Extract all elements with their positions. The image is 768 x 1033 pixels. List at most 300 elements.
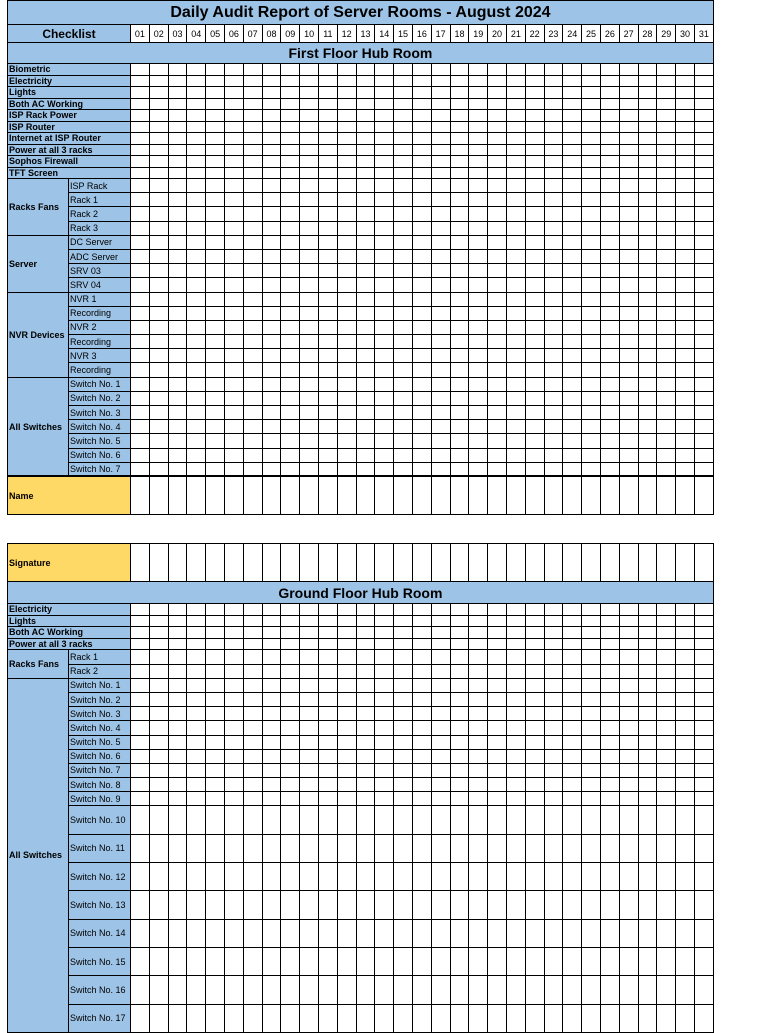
day-check-cell[interactable] (337, 863, 356, 891)
day-check-cell[interactable] (300, 735, 319, 749)
day-check-cell[interactable] (619, 420, 638, 434)
day-check-cell[interactable] (394, 707, 413, 721)
day-check-cell[interactable] (582, 947, 601, 975)
day-check-cell[interactable] (582, 406, 601, 420)
day-check-cell[interactable] (638, 98, 657, 110)
day-check-cell[interactable] (431, 692, 450, 706)
day-check-cell[interactable] (506, 462, 525, 476)
day-check-cell[interactable] (131, 306, 150, 320)
day-check-cell[interactable] (694, 434, 713, 448)
day-check-cell[interactable] (525, 891, 544, 919)
day-check-cell[interactable] (582, 778, 601, 792)
day-check-cell[interactable] (619, 278, 638, 292)
day-check-cell[interactable] (187, 891, 206, 919)
day-check-cell[interactable] (131, 179, 150, 193)
day-check-cell[interactable] (206, 806, 225, 834)
day-check-cell[interactable] (694, 735, 713, 749)
day-check-cell[interactable] (318, 863, 337, 891)
day-check-cell[interactable] (375, 778, 394, 792)
day-check-cell[interactable] (337, 420, 356, 434)
day-check-cell[interactable] (619, 87, 638, 99)
day-check-cell[interactable] (224, 306, 243, 320)
day-check-cell[interactable] (300, 306, 319, 320)
day-check-cell[interactable] (488, 627, 507, 639)
day-check-cell[interactable] (375, 64, 394, 76)
day-check-cell[interactable] (168, 335, 187, 349)
day-check-cell[interactable] (676, 167, 695, 179)
day-check-cell[interactable] (544, 278, 563, 292)
day-check-cell[interactable] (563, 834, 582, 862)
day-check-cell[interactable] (149, 615, 168, 627)
day-check-cell[interactable] (582, 806, 601, 834)
day-check-cell[interactable] (488, 976, 507, 1004)
day-check-cell[interactable] (638, 278, 657, 292)
day-check-cell[interactable] (619, 391, 638, 405)
day-check-cell[interactable] (638, 462, 657, 476)
day-check-cell[interactable] (694, 64, 713, 76)
day-check-cell[interactable] (149, 448, 168, 462)
day-check-cell[interactable] (356, 406, 375, 420)
day-check-cell[interactable] (469, 604, 488, 616)
day-check-cell[interactable] (412, 615, 431, 627)
day-check-cell[interactable] (619, 806, 638, 834)
day-check-cell[interactable] (563, 919, 582, 947)
day-check-cell[interactable] (375, 98, 394, 110)
day-check-cell[interactable] (262, 692, 281, 706)
day-check-cell[interactable] (488, 64, 507, 76)
day-check-cell[interactable] (318, 638, 337, 650)
day-check-cell[interactable] (431, 249, 450, 263)
day-check-cell[interactable] (657, 604, 676, 616)
day-check-cell[interactable] (657, 377, 676, 391)
day-check-cell[interactable] (488, 692, 507, 706)
day-check-cell[interactable] (638, 638, 657, 650)
day-check-cell[interactable] (187, 763, 206, 777)
day-check-cell[interactable] (187, 707, 206, 721)
day-check-cell[interactable] (469, 306, 488, 320)
day-check-cell[interactable] (225, 947, 244, 975)
day-check-cell[interactable] (676, 692, 695, 706)
day-check-cell[interactable] (356, 144, 375, 156)
day-check-cell[interactable] (657, 133, 676, 145)
day-check-cell[interactable] (488, 167, 507, 179)
day-check-cell[interactable] (412, 749, 431, 763)
day-check-cell[interactable] (488, 110, 507, 122)
day-check-cell[interactable] (394, 335, 413, 349)
day-check-cell[interactable] (694, 133, 713, 145)
day-check-cell[interactable] (525, 292, 544, 306)
day-check-cell[interactable] (676, 221, 695, 235)
day-check-cell[interactable] (206, 638, 225, 650)
day-check-cell[interactable] (149, 221, 168, 235)
day-check-cell[interactable] (469, 650, 488, 664)
day-check-cell[interactable] (488, 221, 507, 235)
day-check-cell[interactable] (657, 692, 676, 706)
day-check-cell[interactable] (318, 87, 337, 99)
day-check-cell[interactable] (206, 947, 225, 975)
signature-entry-cell[interactable] (356, 544, 375, 582)
day-check-cell[interactable] (206, 292, 225, 306)
day-check-cell[interactable] (243, 763, 262, 777)
day-check-cell[interactable] (582, 692, 601, 706)
day-check-cell[interactable] (224, 462, 243, 476)
day-check-cell[interactable] (582, 749, 601, 763)
day-check-cell[interactable] (337, 110, 356, 122)
day-check-cell[interactable] (131, 75, 150, 87)
day-check-cell[interactable] (582, 121, 601, 133)
day-check-cell[interactable] (450, 320, 469, 334)
day-check-cell[interactable] (544, 678, 563, 692)
day-check-cell[interactable] (394, 221, 413, 235)
day-check-cell[interactable] (600, 604, 619, 616)
day-check-cell[interactable] (394, 349, 413, 363)
day-check-cell[interactable] (544, 448, 563, 462)
day-check-cell[interactable] (262, 335, 281, 349)
day-check-cell[interactable] (318, 121, 337, 133)
day-check-cell[interactable] (168, 167, 187, 179)
day-check-cell[interactable] (300, 650, 319, 664)
day-check-cell[interactable] (281, 75, 300, 87)
day-check-cell[interactable] (356, 664, 375, 678)
day-check-cell[interactable] (525, 664, 544, 678)
day-check-cell[interactable] (657, 678, 676, 692)
day-check-cell[interactable] (506, 778, 525, 792)
day-check-cell[interactable] (243, 75, 262, 87)
day-check-cell[interactable] (375, 891, 394, 919)
day-check-cell[interactable] (187, 806, 206, 834)
day-check-cell[interactable] (676, 121, 695, 133)
day-check-cell[interactable] (149, 133, 168, 145)
day-check-cell[interactable] (375, 420, 394, 434)
day-check-cell[interactable] (619, 638, 638, 650)
day-check-cell[interactable] (225, 604, 244, 616)
day-check-cell[interactable] (187, 947, 206, 975)
day-check-cell[interactable] (619, 692, 638, 706)
day-check-cell[interactable] (356, 1004, 375, 1032)
day-check-cell[interactable] (281, 434, 300, 448)
day-check-cell[interactable] (600, 64, 619, 76)
day-check-cell[interactable] (168, 664, 187, 678)
day-check-cell[interactable] (337, 121, 356, 133)
day-check-cell[interactable] (225, 863, 244, 891)
day-check-cell[interactable] (149, 692, 168, 706)
day-check-cell[interactable] (619, 604, 638, 616)
day-check-cell[interactable] (525, 64, 544, 76)
day-check-cell[interactable] (318, 264, 337, 278)
day-check-cell[interactable] (394, 121, 413, 133)
day-check-cell[interactable] (694, 278, 713, 292)
day-check-cell[interactable] (694, 377, 713, 391)
day-check-cell[interactable] (544, 692, 563, 706)
day-check-cell[interactable] (488, 193, 507, 207)
day-check-cell[interactable] (187, 235, 206, 249)
day-check-cell[interactable] (375, 749, 394, 763)
day-check-cell[interactable] (544, 249, 563, 263)
day-check-cell[interactable] (149, 306, 168, 320)
day-check-cell[interactable] (300, 235, 319, 249)
day-check-cell[interactable] (676, 64, 695, 76)
name-entry-cell[interactable] (337, 476, 356, 514)
day-check-cell[interactable] (318, 75, 337, 87)
day-check-cell[interactable] (619, 834, 638, 862)
day-check-cell[interactable] (638, 264, 657, 278)
day-check-cell[interactable] (431, 75, 450, 87)
name-entry-cell[interactable] (412, 476, 431, 514)
day-check-cell[interactable] (187, 133, 206, 145)
day-check-cell[interactable] (243, 98, 262, 110)
day-check-cell[interactable] (262, 650, 281, 664)
day-check-cell[interactable] (318, 349, 337, 363)
day-check-cell[interactable] (525, 650, 544, 664)
day-check-cell[interactable] (281, 947, 300, 975)
day-check-cell[interactable] (262, 863, 281, 891)
day-check-cell[interactable] (337, 763, 356, 777)
day-check-cell[interactable] (619, 249, 638, 263)
day-check-cell[interactable] (356, 264, 375, 278)
day-check-cell[interactable] (375, 707, 394, 721)
day-check-cell[interactable] (394, 98, 413, 110)
day-check-cell[interactable] (469, 335, 488, 349)
day-check-cell[interactable] (619, 75, 638, 87)
day-check-cell[interactable] (525, 75, 544, 87)
day-check-cell[interactable] (337, 179, 356, 193)
day-check-cell[interactable] (657, 278, 676, 292)
day-check-cell[interactable] (168, 64, 187, 76)
day-check-cell[interactable] (168, 292, 187, 306)
day-check-cell[interactable] (525, 306, 544, 320)
day-check-cell[interactable] (149, 420, 168, 434)
day-check-cell[interactable] (469, 947, 488, 975)
day-check-cell[interactable] (356, 335, 375, 349)
day-check-cell[interactable] (168, 98, 187, 110)
day-check-cell[interactable] (168, 735, 187, 749)
day-check-cell[interactable] (676, 891, 695, 919)
day-check-cell[interactable] (600, 919, 619, 947)
day-check-cell[interactable] (281, 121, 300, 133)
day-check-cell[interactable] (450, 664, 469, 678)
day-check-cell[interactable] (431, 320, 450, 334)
day-check-cell[interactable] (412, 434, 431, 448)
day-check-cell[interactable] (676, 678, 695, 692)
day-check-cell[interactable] (225, 976, 244, 1004)
day-check-cell[interactable] (131, 87, 150, 99)
day-check-cell[interactable] (657, 349, 676, 363)
day-check-cell[interactable] (600, 863, 619, 891)
day-check-cell[interactable] (600, 947, 619, 975)
day-check-cell[interactable] (638, 863, 657, 891)
day-check-cell[interactable] (243, 144, 262, 156)
day-check-cell[interactable] (600, 792, 619, 806)
day-check-cell[interactable] (431, 179, 450, 193)
day-check-cell[interactable] (224, 98, 243, 110)
day-check-cell[interactable] (131, 834, 150, 862)
day-check-cell[interactable] (262, 806, 281, 834)
day-check-cell[interactable] (337, 604, 356, 616)
day-check-cell[interactable] (394, 763, 413, 777)
day-check-cell[interactable] (206, 650, 225, 664)
day-check-cell[interactable] (638, 919, 657, 947)
day-check-cell[interactable] (450, 278, 469, 292)
day-check-cell[interactable] (394, 604, 413, 616)
day-check-cell[interactable] (337, 462, 356, 476)
day-check-cell[interactable] (694, 391, 713, 405)
day-check-cell[interactable] (488, 462, 507, 476)
day-check-cell[interactable] (431, 462, 450, 476)
day-check-cell[interactable] (469, 75, 488, 87)
day-check-cell[interactable] (412, 264, 431, 278)
day-check-cell[interactable] (431, 363, 450, 377)
day-check-cell[interactable] (544, 377, 563, 391)
day-check-cell[interactable] (488, 156, 507, 168)
day-check-cell[interactable] (469, 349, 488, 363)
day-check-cell[interactable] (262, 249, 281, 263)
day-check-cell[interactable] (676, 448, 695, 462)
day-check-cell[interactable] (224, 278, 243, 292)
day-check-cell[interactable] (168, 778, 187, 792)
day-check-cell[interactable] (356, 863, 375, 891)
day-check-cell[interactable] (600, 735, 619, 749)
day-check-cell[interactable] (262, 110, 281, 122)
day-check-cell[interactable] (337, 721, 356, 735)
day-check-cell[interactable] (206, 627, 225, 639)
day-check-cell[interactable] (676, 615, 695, 627)
day-check-cell[interactable] (187, 692, 206, 706)
day-check-cell[interactable] (337, 735, 356, 749)
day-check-cell[interactable] (262, 947, 281, 975)
name-entry-cell[interactable] (488, 476, 507, 514)
day-check-cell[interactable] (168, 349, 187, 363)
day-check-cell[interactable] (187, 420, 206, 434)
day-check-cell[interactable] (525, 121, 544, 133)
day-check-cell[interactable] (431, 806, 450, 834)
day-check-cell[interactable] (469, 320, 488, 334)
day-check-cell[interactable] (469, 144, 488, 156)
day-check-cell[interactable] (506, 919, 525, 947)
day-check-cell[interactable] (149, 144, 168, 156)
day-check-cell[interactable] (149, 75, 168, 87)
day-check-cell[interactable] (431, 335, 450, 349)
day-check-cell[interactable] (600, 179, 619, 193)
day-check-cell[interactable] (262, 98, 281, 110)
day-check-cell[interactable] (168, 110, 187, 122)
day-check-cell[interactable] (356, 75, 375, 87)
day-check-cell[interactable] (243, 167, 262, 179)
day-check-cell[interactable] (525, 749, 544, 763)
day-check-cell[interactable] (506, 420, 525, 434)
day-check-cell[interactable] (488, 919, 507, 947)
day-check-cell[interactable] (694, 692, 713, 706)
day-check-cell[interactable] (206, 448, 225, 462)
day-check-cell[interactable] (525, 377, 544, 391)
day-check-cell[interactable] (525, 156, 544, 168)
day-check-cell[interactable] (488, 133, 507, 145)
day-check-cell[interactable] (262, 1004, 281, 1032)
name-entry-cell[interactable] (149, 476, 168, 514)
name-entry-cell[interactable] (657, 476, 676, 514)
day-check-cell[interactable] (243, 863, 262, 891)
day-check-cell[interactable] (394, 834, 413, 862)
day-check-cell[interactable] (394, 75, 413, 87)
day-check-cell[interactable] (131, 98, 150, 110)
day-check-cell[interactable] (469, 678, 488, 692)
day-check-cell[interactable] (488, 749, 507, 763)
day-check-cell[interactable] (600, 235, 619, 249)
day-check-cell[interactable] (318, 976, 337, 1004)
day-check-cell[interactable] (450, 207, 469, 221)
day-check-cell[interactable] (356, 448, 375, 462)
day-check-cell[interactable] (694, 121, 713, 133)
day-check-cell[interactable] (450, 650, 469, 664)
day-check-cell[interactable] (243, 335, 262, 349)
name-entry-cell[interactable] (676, 476, 695, 514)
day-check-cell[interactable] (469, 110, 488, 122)
day-check-cell[interactable] (563, 749, 582, 763)
day-check-cell[interactable] (187, 919, 206, 947)
day-check-cell[interactable] (300, 947, 319, 975)
day-check-cell[interactable] (149, 462, 168, 476)
day-check-cell[interactable] (337, 664, 356, 678)
day-check-cell[interactable] (187, 834, 206, 862)
day-check-cell[interactable] (224, 64, 243, 76)
day-check-cell[interactable] (469, 792, 488, 806)
day-check-cell[interactable] (619, 292, 638, 306)
day-check-cell[interactable] (243, 121, 262, 133)
day-check-cell[interactable] (224, 193, 243, 207)
day-check-cell[interactable] (337, 64, 356, 76)
day-check-cell[interactable] (694, 863, 713, 891)
day-check-cell[interactable] (563, 434, 582, 448)
day-check-cell[interactable] (657, 650, 676, 664)
day-check-cell[interactable] (469, 763, 488, 777)
day-check-cell[interactable] (131, 292, 150, 306)
day-check-cell[interactable] (394, 133, 413, 145)
day-check-cell[interactable] (281, 179, 300, 193)
day-check-cell[interactable] (375, 678, 394, 692)
day-check-cell[interactable] (563, 1004, 582, 1032)
day-check-cell[interactable] (262, 448, 281, 462)
day-check-cell[interactable] (525, 133, 544, 145)
day-check-cell[interactable] (619, 320, 638, 334)
day-check-cell[interactable] (394, 692, 413, 706)
day-check-cell[interactable] (149, 735, 168, 749)
day-check-cell[interactable] (450, 133, 469, 145)
signature-entry-cell[interactable] (694, 544, 713, 582)
day-check-cell[interactable] (600, 349, 619, 363)
day-check-cell[interactable] (488, 763, 507, 777)
day-check-cell[interactable] (694, 763, 713, 777)
day-check-cell[interactable] (619, 1004, 638, 1032)
day-check-cell[interactable] (638, 947, 657, 975)
day-check-cell[interactable] (676, 721, 695, 735)
day-check-cell[interactable] (657, 75, 676, 87)
day-check-cell[interactable] (619, 678, 638, 692)
day-check-cell[interactable] (582, 1004, 601, 1032)
day-check-cell[interactable] (582, 167, 601, 179)
day-check-cell[interactable] (638, 976, 657, 1004)
day-check-cell[interactable] (582, 179, 601, 193)
day-check-cell[interactable] (375, 349, 394, 363)
day-check-cell[interactable] (318, 1004, 337, 1032)
day-check-cell[interactable] (563, 87, 582, 99)
day-check-cell[interactable] (394, 615, 413, 627)
day-check-cell[interactable] (149, 792, 168, 806)
day-check-cell[interactable] (506, 363, 525, 377)
day-check-cell[interactable] (676, 420, 695, 434)
day-check-cell[interactable] (149, 627, 168, 639)
day-check-cell[interactable] (450, 735, 469, 749)
day-check-cell[interactable] (525, 110, 544, 122)
day-check-cell[interactable] (469, 87, 488, 99)
